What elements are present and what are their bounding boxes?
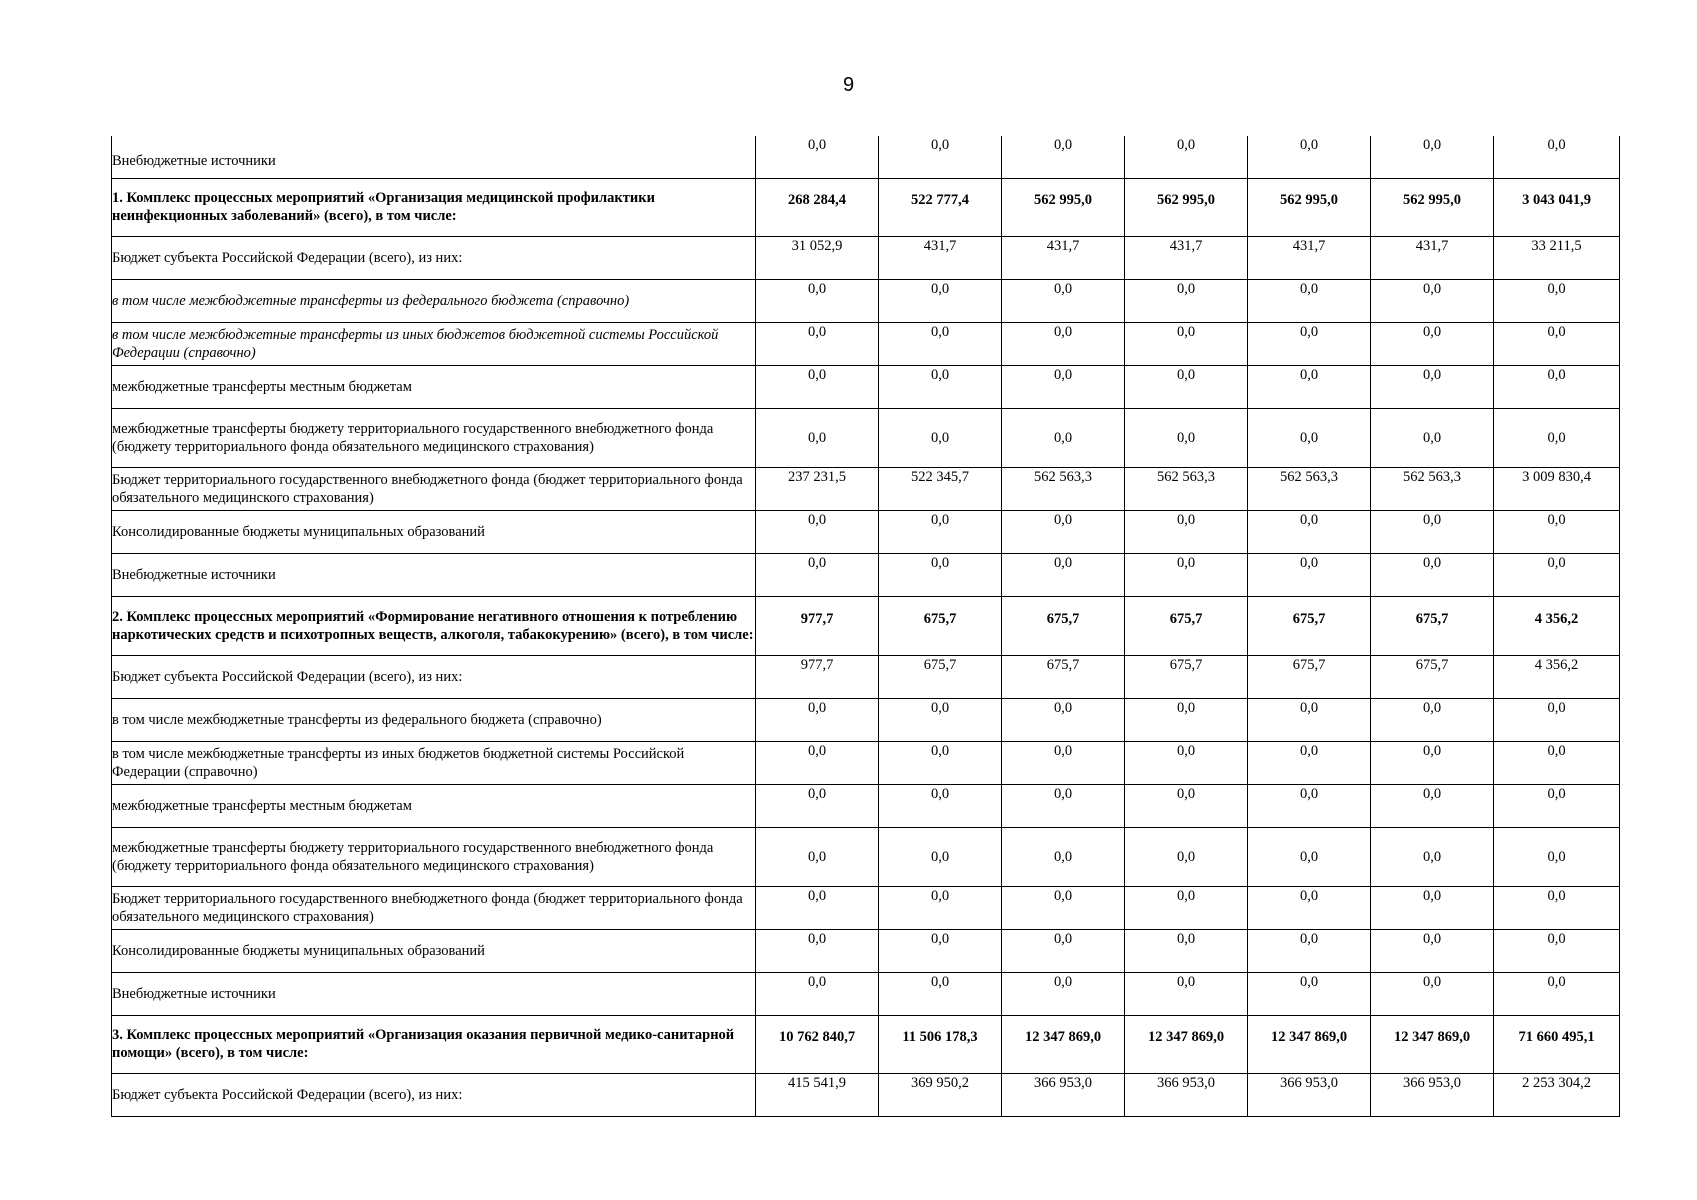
- value-cell: 0,0: [1371, 972, 1494, 1015]
- value-cell: 369 950,2: [879, 1073, 1002, 1116]
- value-cell: 675,7: [879, 596, 1002, 655]
- row-label: 3. Комплекс процессных мероприятий «Организация оказания первичной медико-санитарной помощи» (всего), в том числе:: [112, 1015, 756, 1073]
- value-cell: 0,0: [1248, 784, 1371, 827]
- value-cell: 0,0: [879, 510, 1002, 553]
- value-cell: 0,0: [1371, 408, 1494, 467]
- value-cell: 0,0: [879, 279, 1002, 322]
- value-cell: 675,7: [1125, 655, 1248, 698]
- value-cell: 0,0: [1002, 827, 1125, 886]
- value-cell: 0,0: [1248, 279, 1371, 322]
- value-cell: 0,0: [1494, 279, 1620, 322]
- row-label: в том числе межбюджетные трансферты из федерального бюджета (справочно): [112, 279, 756, 322]
- value-cell: 675,7: [1248, 655, 1371, 698]
- table-row: [112, 929, 1620, 972]
- value-cell: 562 995,0: [1002, 178, 1125, 236]
- value-cell: 0,0: [1125, 408, 1248, 467]
- value-cell: 0,0: [1494, 886, 1620, 929]
- value-cell: 0,0: [1002, 886, 1125, 929]
- value-cell: 0,0: [879, 929, 1002, 972]
- value-cell: 431,7: [1371, 236, 1494, 279]
- value-cell: 366 953,0: [1371, 1073, 1494, 1116]
- row-label: Консолидированные бюджеты муниципальных образований: [112, 929, 756, 972]
- value-cell: 0,0: [756, 827, 879, 886]
- value-cell: 0,0: [1494, 365, 1620, 408]
- value-cell: 0,0: [1002, 784, 1125, 827]
- value-cell: 12 347 869,0: [1371, 1015, 1494, 1073]
- value-cell: 33 211,5: [1494, 236, 1620, 279]
- value-cell: 0,0: [879, 136, 1002, 178]
- value-cell: 0,0: [1248, 698, 1371, 741]
- table-row: [112, 886, 1620, 929]
- table-row: [112, 510, 1620, 553]
- table-row: [112, 655, 1620, 698]
- table-row: [112, 1073, 1620, 1116]
- value-cell: 0,0: [756, 279, 879, 322]
- value-cell: 562 563,3: [1371, 467, 1494, 510]
- value-cell: 12 347 869,0: [1002, 1015, 1125, 1073]
- value-cell: 675,7: [1371, 596, 1494, 655]
- row-label: Бюджет территориального государственного внебюджетного фонда (бюджет территориального фонда обязательного медицинского страхования): [112, 886, 756, 929]
- value-cell: 0,0: [1248, 553, 1371, 596]
- row-label: Внебюджетные источники: [112, 553, 756, 596]
- value-cell: 0,0: [1248, 972, 1371, 1015]
- value-cell: 562 563,3: [1002, 467, 1125, 510]
- value-cell: 10 762 840,7: [756, 1015, 879, 1073]
- value-cell: 431,7: [879, 236, 1002, 279]
- value-cell: 431,7: [1248, 236, 1371, 279]
- value-cell: 0,0: [1125, 322, 1248, 365]
- value-cell: 0,0: [879, 553, 1002, 596]
- table-row: [112, 972, 1620, 1015]
- value-cell: 0,0: [1494, 553, 1620, 596]
- value-cell: 0,0: [1248, 827, 1371, 886]
- value-cell: 0,0: [879, 972, 1002, 1015]
- value-cell: 0,0: [1494, 408, 1620, 467]
- value-cell: 31 052,9: [756, 236, 879, 279]
- row-label: межбюджетные трансферты местным бюджетам: [112, 365, 756, 408]
- value-cell: 366 953,0: [1248, 1073, 1371, 1116]
- value-cell: 0,0: [1002, 972, 1125, 1015]
- value-cell: 0,0: [1371, 886, 1494, 929]
- budget-table: [111, 136, 1620, 1117]
- value-cell: 2 253 304,2: [1494, 1073, 1620, 1116]
- value-cell: 0,0: [756, 929, 879, 972]
- row-label: в том числе межбюджетные трансферты из иных бюджетов бюджетной системы Российской Федерации (справочно): [112, 322, 756, 365]
- value-cell: 0,0: [879, 827, 1002, 886]
- value-cell: 268 284,4: [756, 178, 879, 236]
- value-cell: 675,7: [1002, 596, 1125, 655]
- value-cell: 0,0: [1371, 698, 1494, 741]
- value-cell: 0,0: [756, 741, 879, 784]
- row-label: 2. Комплекс процессных мероприятий «Формирование негативного отношения к потреблению наркотических средств и психотропных веществ, алкоголя, табакокурению» (всего), в том числе:: [112, 596, 756, 655]
- value-cell: 0,0: [879, 698, 1002, 741]
- value-cell: 0,0: [1371, 136, 1494, 178]
- value-cell: 562 563,3: [1248, 467, 1371, 510]
- value-cell: 0,0: [1002, 741, 1125, 784]
- value-cell: 0,0: [879, 322, 1002, 365]
- row-label: межбюджетные трансферты местным бюджетам: [112, 784, 756, 827]
- value-cell: 366 953,0: [1125, 1073, 1248, 1116]
- row-label: Консолидированные бюджеты муниципальных образований: [112, 510, 756, 553]
- value-cell: 4 356,2: [1494, 596, 1620, 655]
- value-cell: 0,0: [1002, 929, 1125, 972]
- value-cell: 3 043 041,9: [1494, 178, 1620, 236]
- value-cell: 0,0: [756, 698, 879, 741]
- table-row: [112, 698, 1620, 741]
- row-label: в том числе межбюджетные трансферты из федерального бюджета (справочно): [112, 698, 756, 741]
- value-cell: 0,0: [1371, 827, 1494, 886]
- value-cell: 0,0: [1494, 136, 1620, 178]
- value-cell: 0,0: [1002, 553, 1125, 596]
- value-cell: 562 995,0: [1248, 178, 1371, 236]
- value-cell: 562 995,0: [1125, 178, 1248, 236]
- value-cell: 0,0: [1248, 929, 1371, 972]
- value-cell: 12 347 869,0: [1125, 1015, 1248, 1073]
- value-cell: 0,0: [1125, 553, 1248, 596]
- value-cell: 0,0: [756, 972, 879, 1015]
- value-cell: 0,0: [1371, 784, 1494, 827]
- value-cell: 0,0: [1248, 886, 1371, 929]
- table-row: [112, 827, 1620, 886]
- value-cell: 431,7: [1125, 236, 1248, 279]
- value-cell: 0,0: [879, 784, 1002, 827]
- row-label: в том числе межбюджетные трансферты из иных бюджетов бюджетной системы Российской Федерации (справочно): [112, 741, 756, 784]
- table-row: [112, 553, 1620, 596]
- table-row: [112, 784, 1620, 827]
- value-cell: 0,0: [1371, 322, 1494, 365]
- value-cell: 0,0: [756, 322, 879, 365]
- value-cell: 977,7: [756, 655, 879, 698]
- row-label: Бюджет территориального государственного внебюджетного фонда (бюджет территориального фонда обязательного медицинского страхования): [112, 467, 756, 510]
- value-cell: 0,0: [1125, 784, 1248, 827]
- value-cell: 0,0: [1125, 136, 1248, 178]
- value-cell: 675,7: [1248, 596, 1371, 655]
- value-cell: 0,0: [1494, 510, 1620, 553]
- page-number: 9: [842, 74, 855, 96]
- value-cell: 0,0: [1125, 972, 1248, 1015]
- table-row: [112, 365, 1620, 408]
- table-row: [112, 136, 1620, 178]
- row-label: 1. Комплекс процессных мероприятий «Организация медицинской профилактики неинфекционных заболеваний» (всего), в том числе:: [112, 178, 756, 236]
- value-cell: 0,0: [879, 408, 1002, 467]
- row-label: Внебюджетные источники: [112, 136, 756, 178]
- value-cell: 0,0: [1371, 929, 1494, 972]
- value-cell: 0,0: [879, 741, 1002, 784]
- value-cell: 11 506 178,3: [879, 1015, 1002, 1073]
- value-cell: 562 995,0: [1371, 178, 1494, 236]
- table-row: [112, 279, 1620, 322]
- value-cell: 431,7: [1002, 236, 1125, 279]
- table-row: [112, 408, 1620, 467]
- value-cell: 0,0: [1002, 136, 1125, 178]
- row-label: Бюджет субъекта Российской Федерации (всего), из них:: [112, 1073, 756, 1116]
- value-cell: 675,7: [1125, 596, 1248, 655]
- value-cell: 0,0: [756, 365, 879, 408]
- value-cell: 0,0: [1002, 698, 1125, 741]
- value-cell: 0,0: [1494, 972, 1620, 1015]
- value-cell: 0,0: [1125, 279, 1248, 322]
- table-row: [112, 236, 1620, 279]
- value-cell: 977,7: [756, 596, 879, 655]
- value-cell: 0,0: [879, 886, 1002, 929]
- value-cell: 0,0: [1125, 886, 1248, 929]
- value-cell: 0,0: [756, 886, 879, 929]
- value-cell: 0,0: [1248, 510, 1371, 553]
- value-cell: 0,0: [1248, 365, 1371, 408]
- value-cell: 0,0: [1494, 827, 1620, 886]
- value-cell: 0,0: [756, 408, 879, 467]
- value-cell: 0,0: [1248, 322, 1371, 365]
- value-cell: 0,0: [1125, 365, 1248, 408]
- value-cell: 522 345,7: [879, 467, 1002, 510]
- value-cell: 0,0: [1248, 408, 1371, 467]
- value-cell: 675,7: [1371, 655, 1494, 698]
- value-cell: 12 347 869,0: [1248, 1015, 1371, 1073]
- table-row: [112, 178, 1620, 236]
- value-cell: 675,7: [1002, 655, 1125, 698]
- value-cell: 0,0: [756, 784, 879, 827]
- value-cell: 0,0: [879, 365, 1002, 408]
- value-cell: 522 777,4: [879, 178, 1002, 236]
- value-cell: 0,0: [1002, 408, 1125, 467]
- value-cell: 71 660 495,1: [1494, 1015, 1620, 1073]
- value-cell: 0,0: [756, 510, 879, 553]
- value-cell: 0,0: [1125, 827, 1248, 886]
- row-label: Бюджет субъекта Российской Федерации (всего), из них:: [112, 236, 756, 279]
- value-cell: 0,0: [1248, 741, 1371, 784]
- value-cell: 562 563,3: [1125, 467, 1248, 510]
- value-cell: 0,0: [1002, 510, 1125, 553]
- value-cell: 0,0: [1371, 279, 1494, 322]
- value-cell: 237 231,5: [756, 467, 879, 510]
- value-cell: 0,0: [1371, 741, 1494, 784]
- value-cell: 0,0: [756, 136, 879, 178]
- table-row: [112, 322, 1620, 365]
- row-label: Внебюджетные источники: [112, 972, 756, 1015]
- value-cell: 0,0: [1125, 929, 1248, 972]
- value-cell: 0,0: [1494, 741, 1620, 784]
- row-label: межбюджетные трансферты бюджету территориального государственного внебюджетного фонда (бюджету территориального фонда обязательного медицинского страхования): [112, 408, 756, 467]
- value-cell: 4 356,2: [1494, 655, 1620, 698]
- value-cell: 415 541,9: [756, 1073, 879, 1116]
- table-row: [112, 741, 1620, 784]
- table-row: [112, 596, 1620, 655]
- row-label: межбюджетные трансферты бюджету территориального государственного внебюджетного фонда (бюджету территориального фонда обязательного медицинского страхования): [112, 827, 756, 886]
- value-cell: 0,0: [1125, 698, 1248, 741]
- value-cell: 0,0: [1494, 322, 1620, 365]
- value-cell: 0,0: [1002, 279, 1125, 322]
- value-cell: 0,0: [1125, 510, 1248, 553]
- value-cell: 0,0: [1494, 698, 1620, 741]
- table-row: [112, 467, 1620, 510]
- value-cell: 0,0: [1494, 929, 1620, 972]
- value-cell: 0,0: [1371, 510, 1494, 553]
- value-cell: 0,0: [1125, 741, 1248, 784]
- row-label: Бюджет субъекта Российской Федерации (всего), из них:: [112, 655, 756, 698]
- table-row: [112, 1015, 1620, 1073]
- value-cell: 0,0: [1371, 553, 1494, 596]
- value-cell: 3 009 830,4: [1494, 467, 1620, 510]
- value-cell: 675,7: [879, 655, 1002, 698]
- value-cell: 0,0: [1002, 365, 1125, 408]
- value-cell: 0,0: [1002, 322, 1125, 365]
- value-cell: 0,0: [1494, 784, 1620, 827]
- value-cell: 366 953,0: [1002, 1073, 1125, 1116]
- value-cell: 0,0: [1248, 136, 1371, 178]
- value-cell: 0,0: [1371, 365, 1494, 408]
- value-cell: 0,0: [756, 553, 879, 596]
